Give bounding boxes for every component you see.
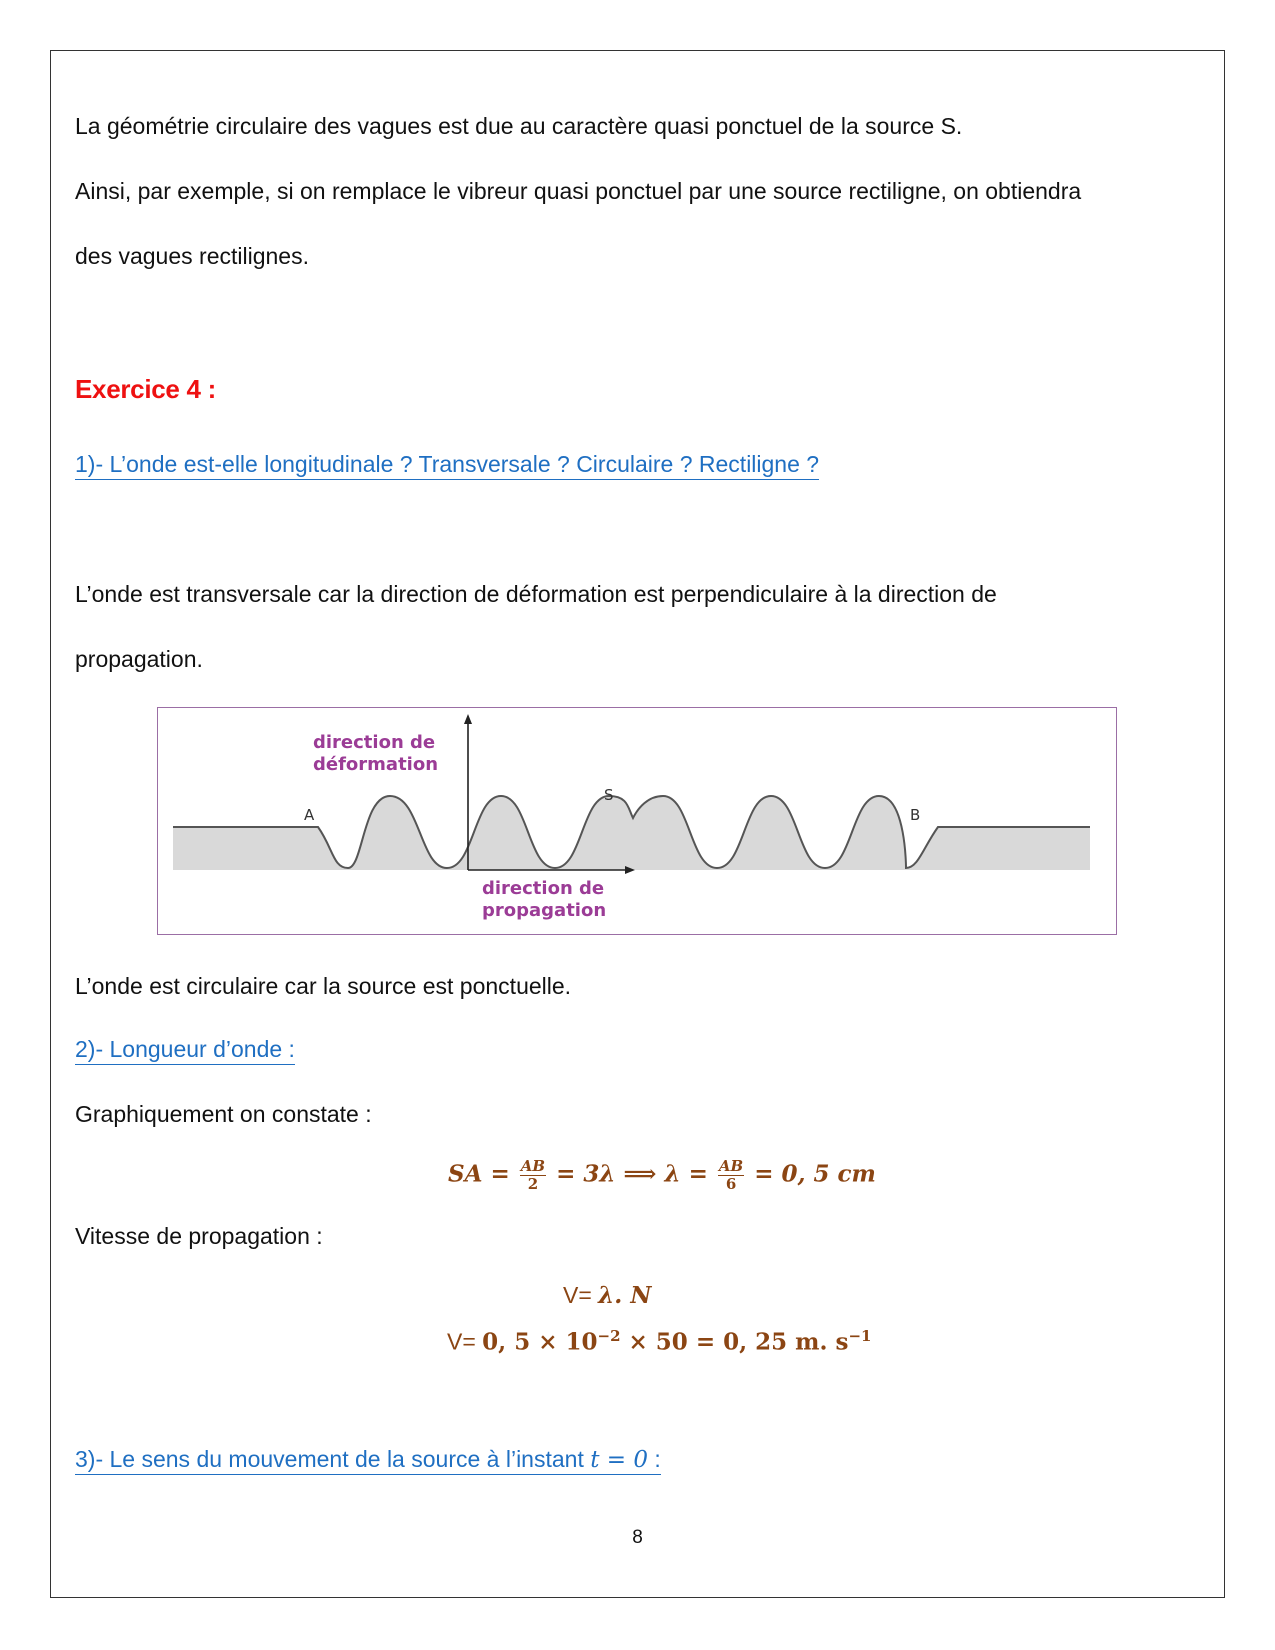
paragraph-rectilinear-line1: Ainsi, par exemple, si on remplace le vibreur quasi ponctuel par une source rectiligne, on obtiendra — [75, 178, 1082, 204]
answer-1-line1: L’onde est transversale car la direction de déformation est perpendiculaire à la direction de — [75, 581, 997, 607]
wave-figure — [157, 707, 1117, 935]
wave-diagram — [158, 708, 1115, 933]
exercise-title: Exercice 4 : — [75, 374, 216, 404]
eq3-prefix: V= — [447, 1328, 483, 1355]
question-1-text: 1)- L’onde est-elle longitudinale ? Transversale ? Circulaire ? Rectiligne ? — [75, 451, 819, 480]
paragraph-circular-geometry: La géométrie circulaire des vagues est due au caractère quasi ponctuel de la source S. — [75, 113, 963, 139]
eq3-expr2: × 50 = 0, 25 m. s — [620, 1328, 849, 1356]
point-a-label: A — [304, 806, 315, 824]
paragraph-rectilinear-line2: des vagues rectilignes. — [75, 243, 309, 269]
eq3-exp2: −1 — [848, 1327, 872, 1345]
eq1-mid: = 3λ ⟹ λ = — [548, 1160, 716, 1188]
answer-1-line2: propagation. — [75, 646, 203, 672]
eq1-frac1-den: 2 — [527, 1175, 539, 1193]
point-b-label: B — [910, 806, 921, 824]
eq1-frac1-num: AB — [520, 1157, 546, 1175]
graph-note: Graphiquement on constate : — [75, 1101, 372, 1127]
q3-suffix: : — [648, 1446, 661, 1472]
q3-math: t = 0 — [590, 1447, 649, 1473]
question-2-text: 2)- Longueur d’onde : — [75, 1036, 295, 1065]
q3-prefix: 3)- Le sens du mouvement de la source à l’instant — [75, 1446, 591, 1472]
question-3 — [75, 1445, 661, 1474]
equation-speed-formula — [563, 1282, 651, 1309]
page-number: 8 — [632, 1527, 643, 1548]
eq1-rhs: = 0, 5 cm — [746, 1160, 876, 1188]
eq1-fraction-1 — [520, 1158, 546, 1193]
equation-speed-value — [447, 1327, 871, 1356]
eq2-expr: λ. N — [598, 1282, 652, 1309]
eq1-frac2-den: 6 — [725, 1175, 737, 1193]
question-3-text — [75, 1446, 661, 1475]
label-deformation-line2: déformation — [313, 754, 439, 775]
eq3-expr: 0, 5 × 10 — [482, 1328, 598, 1356]
eq1-frac2-num: AB — [718, 1157, 744, 1175]
eq1-fraction-2 — [718, 1158, 744, 1193]
deformation-arrowhead — [464, 714, 472, 724]
question-2 — [75, 1035, 295, 1063]
eq2-prefix: V= — [563, 1282, 599, 1308]
eq3-exp1: −2 — [597, 1327, 621, 1345]
speed-label: Vitesse de propagation : — [75, 1223, 323, 1249]
label-propagation-line1: direction de — [482, 878, 605, 899]
equation-wavelength — [448, 1158, 876, 1193]
question-1 — [75, 450, 819, 478]
answer-circular: L’onde est circulaire car la source est ponctuelle. — [75, 973, 572, 999]
eq1-lhs: SA = — [448, 1160, 518, 1188]
label-deformation-line1: direction de — [313, 732, 436, 753]
label-propagation-line2: propagation — [482, 900, 607, 921]
point-s-label: S — [604, 786, 614, 804]
